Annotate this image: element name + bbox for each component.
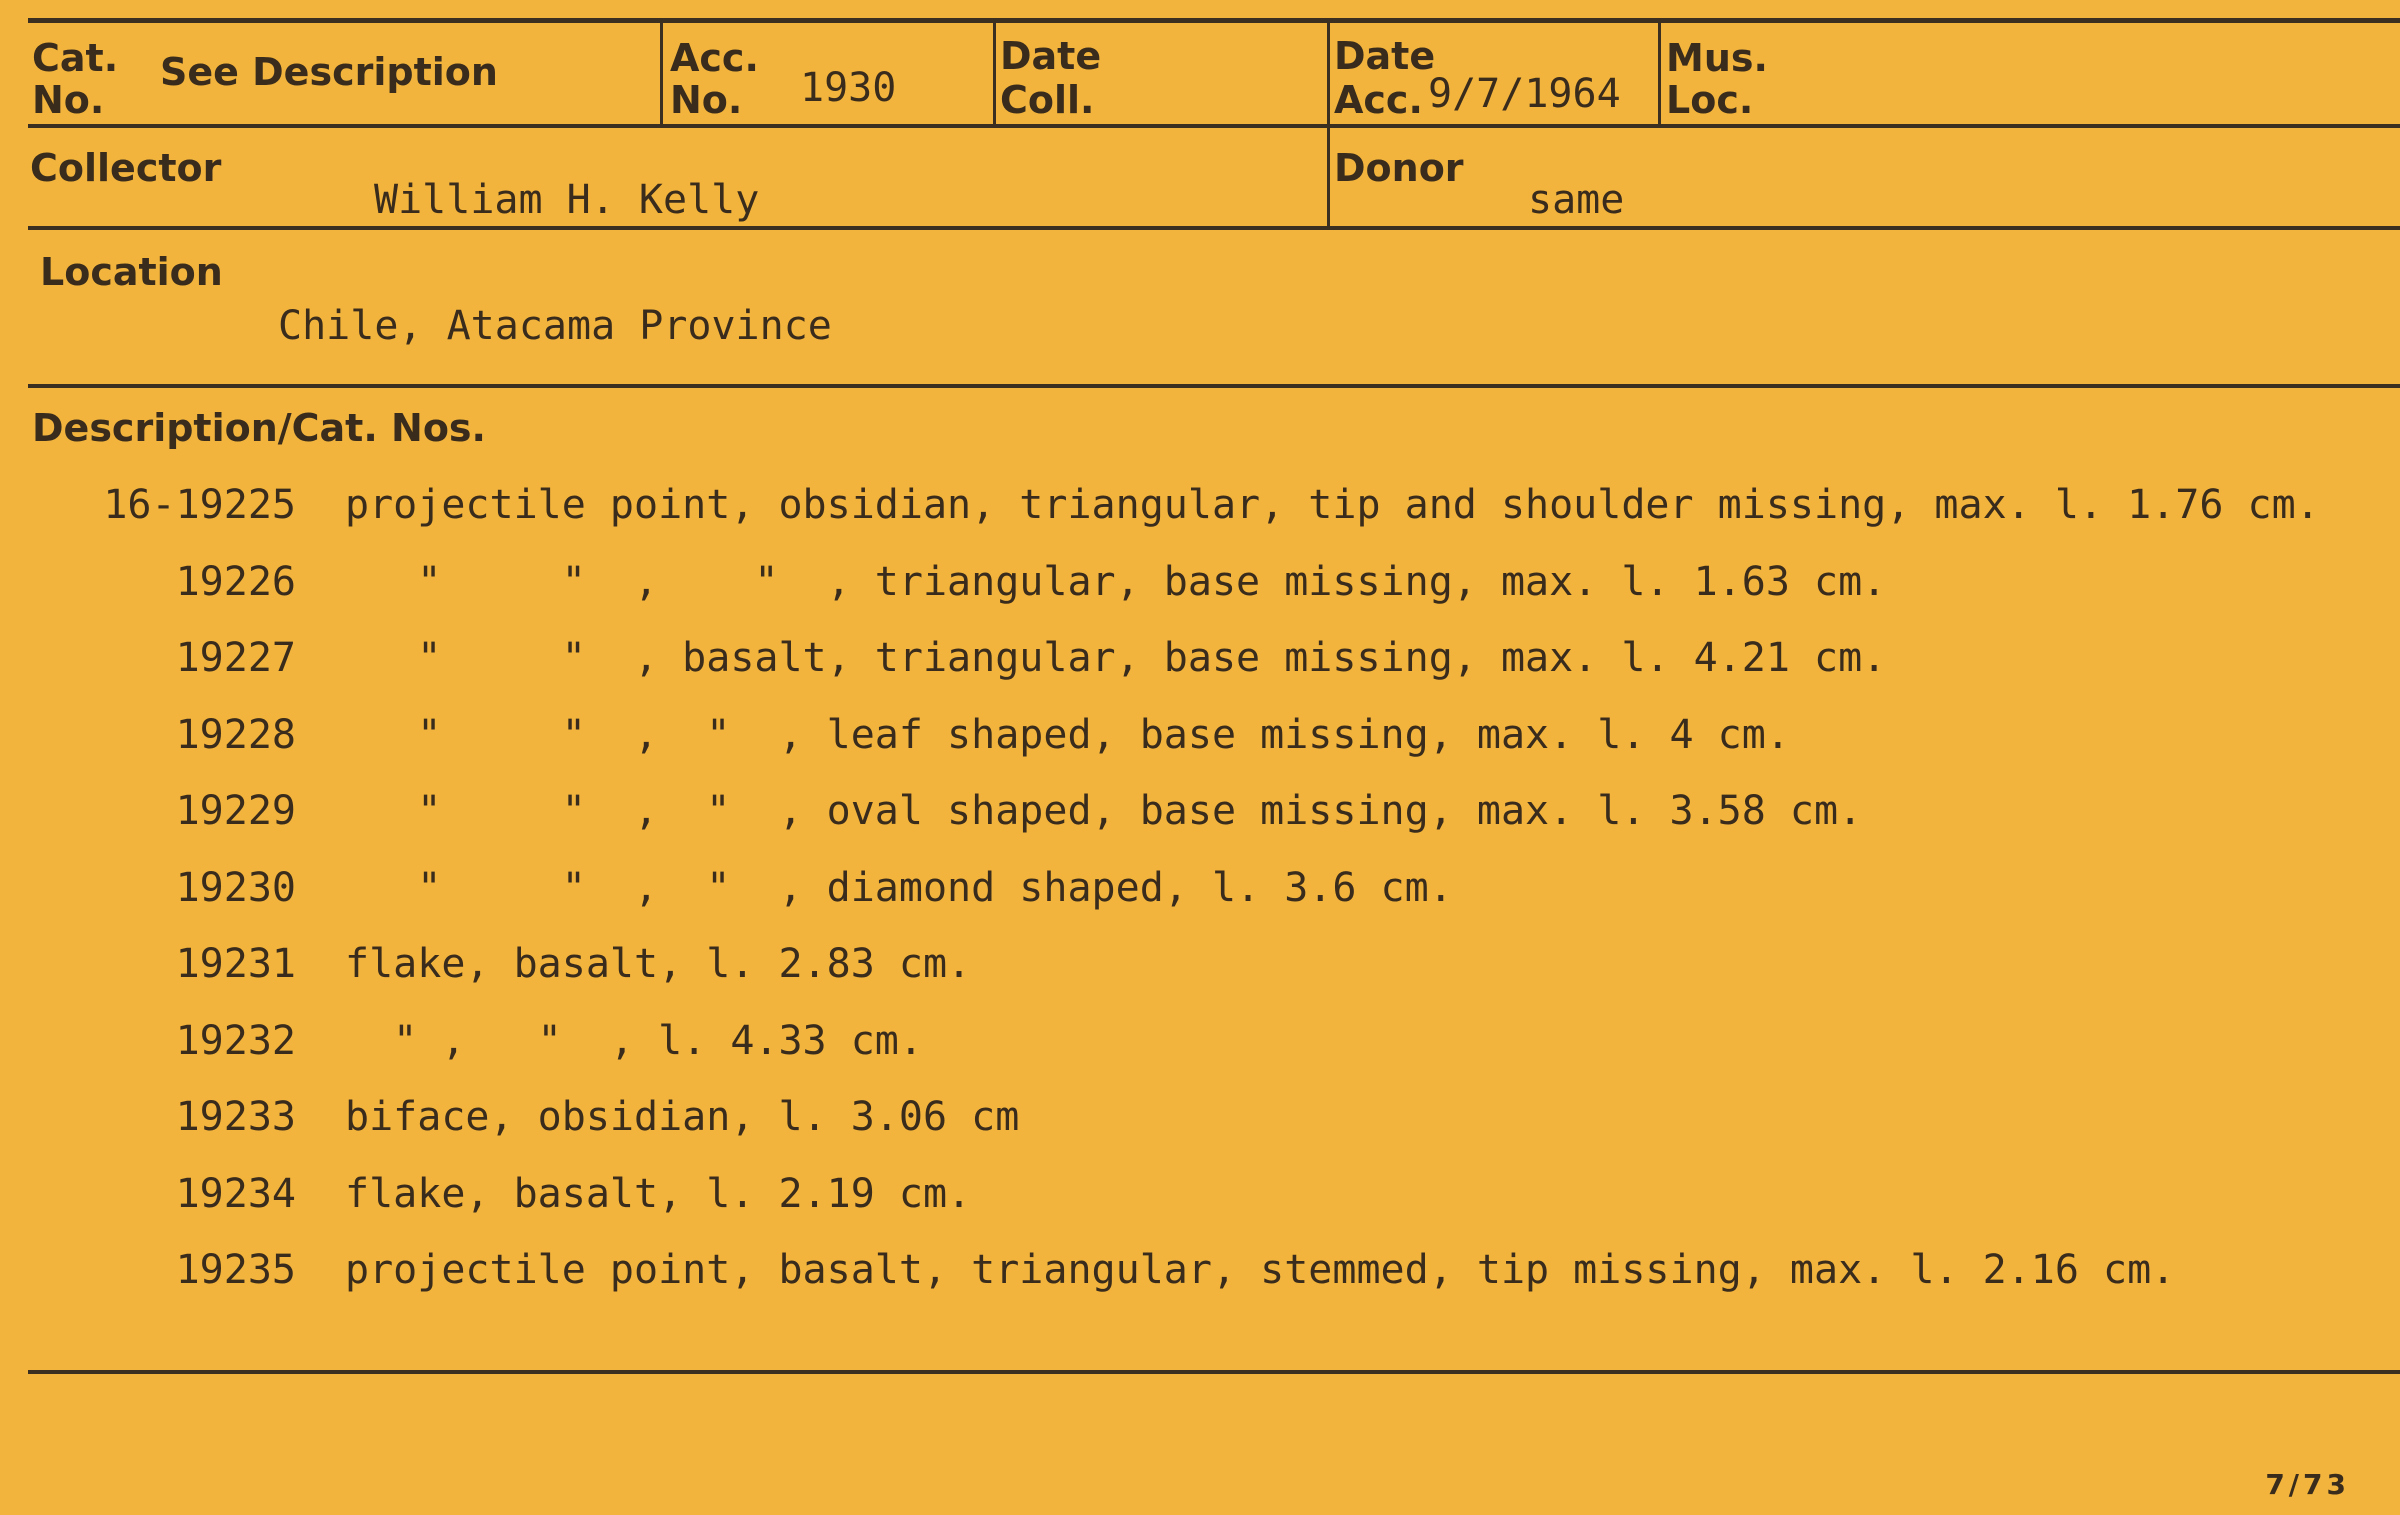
- date-coll-label-1: Date: [1000, 34, 1102, 78]
- catalog-number: 19227: [175, 635, 296, 681]
- donor-label: Donor: [1334, 146, 1464, 190]
- catalog-number: 19228: [175, 711, 296, 758]
- divider-dateacc-musloc: [1658, 18, 1661, 126]
- catalog-number: 19232: [175, 1017, 296, 1064]
- item-description: " " , " , oval shaped, base missing, max. l. 3.58 cm.: [345, 788, 1863, 834]
- date-acc-label-2: Acc.: [1334, 78, 1423, 122]
- divider-datecoll-dateacc: [1327, 18, 1330, 228]
- page-number: 7/73: [2265, 1468, 2350, 1501]
- catalog-number: 19229: [175, 788, 296, 834]
- acc-no-label-1: Acc.: [670, 36, 759, 80]
- location-label: Location: [40, 250, 223, 294]
- item-description: " " , " , diamond shaped, l. 3.6 cm.: [345, 864, 1453, 911]
- cat-no-label-1: Cat.: [32, 36, 119, 80]
- acc-no-value: 1930: [800, 65, 897, 111]
- catalog-number: 19235: [175, 1247, 296, 1293]
- description-row: [0, 480, 2400, 540]
- cat-no-label-2: No.: [32, 78, 105, 122]
- top-border: [28, 18, 2400, 23]
- description-row: [0, 633, 2400, 693]
- item-description: flake, basalt, l. 2.83 cm.: [345, 941, 972, 987]
- catalog-number: 19233: [175, 1094, 296, 1140]
- item-description: biface, obsidian, l. 3.06 cm: [345, 1094, 1020, 1140]
- item-description: projectile point, basalt, triangular, stemmed, tip missing, max. l. 2.16 cm.: [345, 1247, 2176, 1293]
- description-label: Description/Cat. Nos.: [32, 406, 486, 450]
- item-description: " " , " , triangular, base missing, max. l. 1.63 cm.: [345, 558, 1887, 605]
- catalog-number: 16-19225: [103, 482, 296, 528]
- description-row: [0, 557, 2400, 617]
- acc-no-label-2: No.: [670, 78, 743, 122]
- description-row: [0, 1245, 2400, 1305]
- date-acc-value: 9/7/1964: [1428, 71, 1621, 117]
- collector-value: William H. Kelly: [374, 177, 760, 223]
- location-value: Chile, Atacama Province: [278, 303, 832, 349]
- date-acc-label-1: Date: [1334, 34, 1436, 78]
- donor-value: same: [1528, 177, 1625, 223]
- divider-cat-acc: [660, 18, 663, 126]
- description-row: [0, 863, 2400, 923]
- description-row: [0, 939, 2400, 999]
- date-coll-label-2: Coll.: [1000, 78, 1095, 122]
- catalog-number: 19234: [175, 1170, 296, 1217]
- description-row: [0, 710, 2400, 770]
- item-description: flake, basalt, l. 2.19 cm.: [345, 1170, 972, 1217]
- catalog-number: 19230: [175, 864, 296, 911]
- item-description: " " , " , leaf shaped, base missing, max. l. 4 cm.: [345, 711, 1790, 758]
- cat-no-value: See Description: [160, 50, 498, 94]
- description-row: [0, 1092, 2400, 1152]
- divider-acc-datecoll: [993, 18, 996, 126]
- description-row: [0, 1169, 2400, 1229]
- item-description: projectile point, obsidian, triangular, tip and shoulder missing, max. l. 1.76 cm.: [345, 482, 2320, 528]
- header-bottom-line: [28, 124, 2400, 128]
- item-description: " , " , l. 4.33 cm.: [345, 1017, 923, 1064]
- mus-loc-label-2: Loc.: [1666, 78, 1754, 122]
- description-bottom-line: [28, 1370, 2400, 1374]
- catalog-number: 19231: [175, 941, 296, 987]
- location-bottom-line: [28, 384, 2400, 388]
- collector-label: Collector: [30, 146, 222, 190]
- item-description: " " , basalt, triangular, base missing, max. l. 4.21 cm.: [345, 635, 1887, 681]
- description-row: [0, 1016, 2400, 1076]
- catalog-number: 19226: [175, 558, 296, 605]
- mus-loc-label-1: Mus.: [1666, 36, 1768, 80]
- collector-bottom-line: [28, 226, 2400, 230]
- description-row: [0, 786, 2400, 846]
